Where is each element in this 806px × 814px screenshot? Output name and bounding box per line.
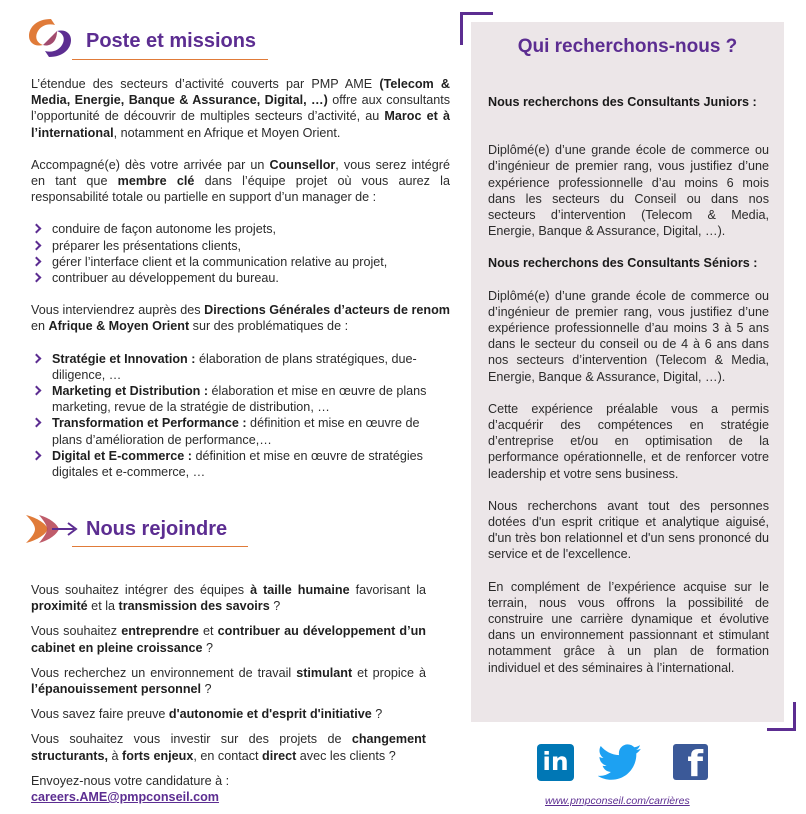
list-item: conduire de façon autonome les projets, xyxy=(31,221,450,237)
list-item: Digital et E-commerce : définition et mise en œuvre de stratégies digitales et e-commerce, … xyxy=(31,448,450,480)
question-environnement: Vous recherchez un environnement de travail stimulant et propice à l’épanouissement personnel ? xyxy=(31,665,426,697)
seniors-text: Diplômé(e) d’une grande école de commerce ou d’ingénieur de premier rang, vous justifiez d’une expérience professionnelle d’au moins 3 à 5 ans dans le secteur du conseil ou de 4 à 6 ans dans nos secteurs d’intervention (Telecom & Media, Energie, Banque & Assurance, Digital, …). xyxy=(488,288,769,384)
juniors-text: Diplômé(e) d’une grande école de commerce ou d’ingénieur de premier rang, vous justifiez d’une expérience professionnelle d’au moins 6 mois dans les secteurs du Conseil ou dans nos secteurs d’intervention (Telecom & Media, Energie, Banque & Assurance, Digital, …). xyxy=(488,143,769,239)
list-item: gérer l’interface client et la communication relative au projet, xyxy=(31,254,450,270)
qui-title: Qui recherchons-nous ? xyxy=(517,36,738,57)
poste-title-underline xyxy=(72,59,268,60)
qui-content xyxy=(488,94,769,676)
poste-title: Poste et missions xyxy=(86,30,257,52)
competences-paragraph: Cette expérience préalable vous a permis d’acquérir des compétences en stratégie d’entreprise et/ou en optimisation de la performance opérationnelle, et de renforcer votre leadership et votre sens business. xyxy=(488,401,769,481)
missions-list xyxy=(31,221,450,286)
poste-directions-paragraph: Vous interviendrez auprès des Directions Générales d’acteurs de renom en Afrique & Moyen Orient sur des problématiques de : xyxy=(31,303,450,334)
list-item: Transformation et Performance : définition et mise en œuvre de plans d’amélioration de performance,… xyxy=(31,415,450,447)
list-item: Marketing et Distribution : élaboration et mise en œuvre de plans marketing, revue de la stratégie de distribution, … xyxy=(31,383,450,415)
linkedin-glyph: in xyxy=(542,747,569,776)
poste-logo-icon xyxy=(27,17,73,59)
list-item: Stratégie et Innovation : élaboration de plans stratégiques, due-diligence, … xyxy=(31,351,450,383)
facebook-icon[interactable] xyxy=(673,744,708,780)
linkedin-icon[interactable] xyxy=(537,744,574,781)
facebook-glyph: f xyxy=(687,744,703,780)
rejoindre-title-underline xyxy=(72,546,248,547)
twitter-icon[interactable] xyxy=(598,744,642,781)
themes-list xyxy=(31,351,450,481)
poste-section xyxy=(31,76,450,480)
profil-paragraph: Nous recherchons avant tout des personnes dotées d'un esprit critique et analytique aiguisé, d'un très bon relationnel et d'un sens prononcé du service et de l'excellence. xyxy=(488,498,769,562)
send-application-label: Envoyez-nous votre candidature à : xyxy=(31,773,230,788)
poste-counsellor-paragraph: Accompagné(e) dès votre arrivée par un Counsellor, vous serez intégré en tant que membre clé dans l’équipe projet où vous aurez la responsabilité totale ou partielle en support d’un manager de : xyxy=(31,157,450,205)
carriere-paragraph: En complément de l’expérience acquise sur le terrain, nous vous offrons la possibilité de construire une carrière dynamique et évolutive dans un environnement passionnant et stimulant notamment grâce à un plan de formation individuel et des séminaires à l’international. xyxy=(488,579,769,675)
qui-panel xyxy=(471,22,784,722)
question-entreprendre: Vous souhaitez entreprendre et contribuer au développement d’un cabinet en pleine croissance ? xyxy=(31,624,426,655)
seniors-heading: Nous recherchons des Consultants Séniors : xyxy=(488,256,758,271)
rejoindre-title: Nous rejoindre xyxy=(86,518,228,540)
rejoindre-section xyxy=(31,582,426,805)
question-taille-humaine: Vous souhaitez intégrer des équipes à taille humaine favorisant la proximité et la transmission des savoirs ? xyxy=(31,583,426,614)
juniors-heading: Nous recherchons des Consultants Juniors : xyxy=(488,95,757,109)
website-link[interactable]: www.pmpconseil.com/carrières xyxy=(545,795,690,807)
poste-intro-paragraph: L’étendue des secteurs d’activité couverts par PMP AME (Telecom & Media, Energie, Banque & Assurance, Digital, …) offre aux consultants l’opportunité de découvrir de multiples secteurs d’activité, au Maroc et à l’international, notamment en Afrique et Moyen Orient. xyxy=(31,77,450,140)
list-item: contribuer au développement du bureau. xyxy=(31,270,450,286)
rejoindre-arrows-icon xyxy=(24,512,80,546)
careers-email-link[interactable]: careers.AME@pmpconseil.com xyxy=(31,790,219,805)
question-autonomie: Vous savez faire preuve d'autonomie et d'esprit d'initiative ? xyxy=(31,707,383,722)
question-projets: Vous souhaitez vous investir sur des projets de changement structurants, à forts enjeux, en contact direct avec les clients ? xyxy=(31,732,426,763)
list-item: préparer les présentations clients, xyxy=(31,238,450,254)
